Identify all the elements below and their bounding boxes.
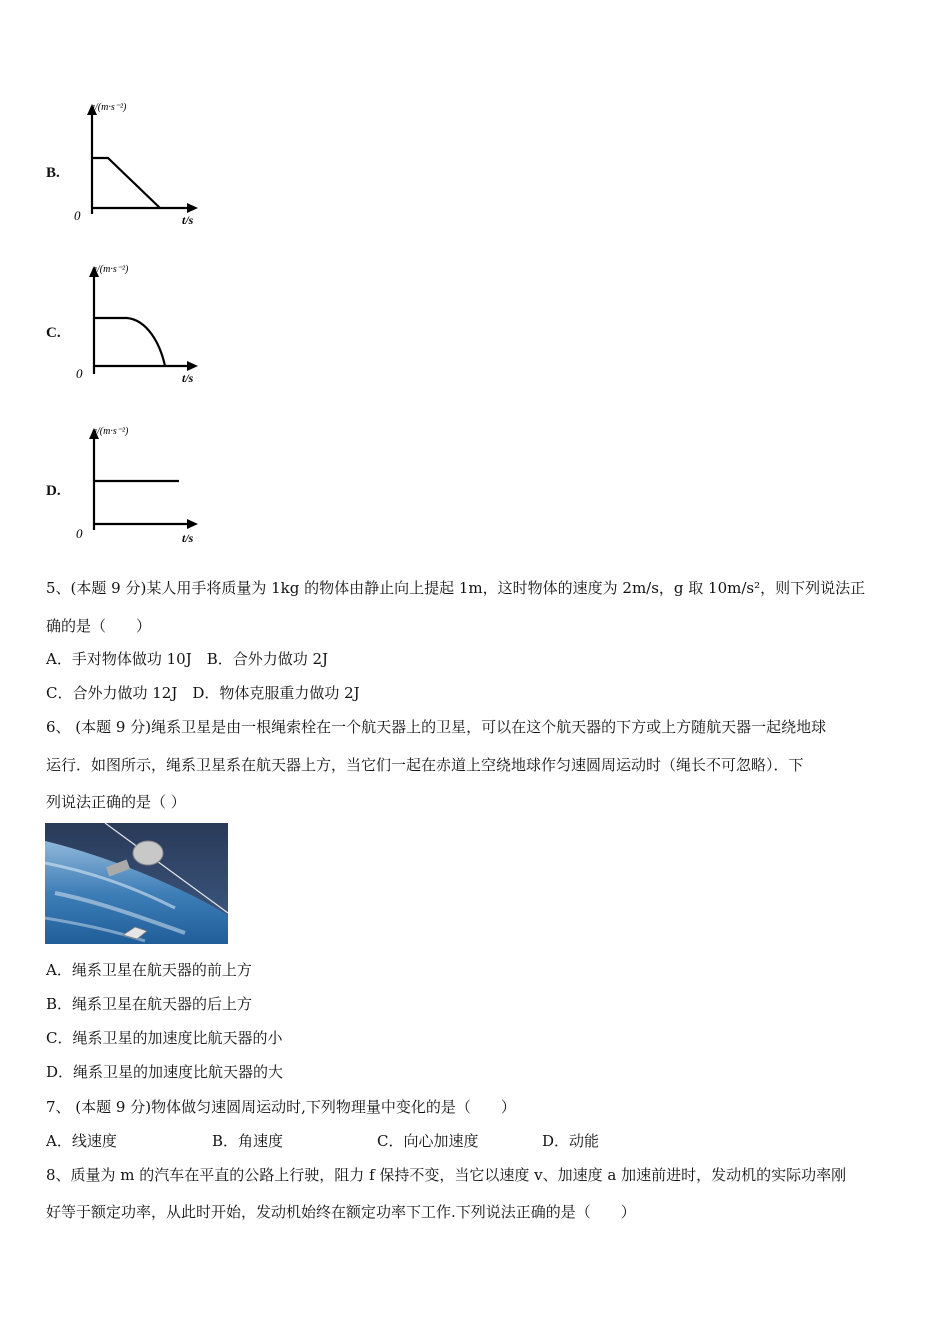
origin-label: 0 — [76, 366, 83, 381]
question-5-line-2: 确的是（ ） — [46, 617, 152, 635]
question-7-stem: 7、 (本题 9 分)物体做匀速圆周运动时,下列物理量中变化的是（ ） — [46, 1098, 516, 1116]
y-axis-label: a/(m·s⁻²) — [92, 426, 129, 437]
y-axis-label: a/(m·s⁻²) — [92, 264, 129, 275]
question-5-line-1: 5、(本题 9 分)某人用手将质量为 1kg 的物体由静止向上提起 1m，这时物体的速度为 2m/s，g 取 10m/s²，则下列说法正 — [46, 579, 866, 597]
origin-label: 0 — [76, 526, 83, 541]
tethered-satellite-photo — [45, 823, 228, 944]
x-axis-label: t/s — [182, 213, 194, 227]
y-axis-label: a/(m·s⁻²) — [90, 102, 127, 113]
option-d-label: D. — [46, 483, 61, 499]
x-axis-label: t/s — [182, 531, 194, 545]
graph-c — [72, 258, 212, 388]
question-6-option-b: B．绳系卫星在航天器的后上方 — [46, 995, 253, 1013]
question-6-option-a: A．绳系卫星在航天器的前上方 — [46, 961, 252, 979]
option-b-label: B. — [46, 165, 60, 181]
question-6-line-3: 列说法正确的是（ ） — [46, 793, 186, 811]
option-c-label: C. — [46, 325, 61, 341]
origin-label: 0 — [74, 208, 81, 223]
question-6-option-c: C．绳系卫星的加速度比航天器的小 — [46, 1029, 283, 1047]
x-axis-label: t/s — [182, 371, 194, 385]
question-8-line-1: 8、质量为 m 的汽车在平直的公路上行驶，阻力 f 保持不变，当它以速度 v、加速度 a 加速前进时，发动机的实际功率刚 — [46, 1166, 847, 1184]
question-6-line-2: 运行．如图所示，绳系卫星系在航天器上方，当它们一起在赤道上空绕地球作匀速圆周运动时（绳长不可忽略）．下 — [46, 756, 804, 774]
question-5-options-ab: A．手对物体做功 10J B．合外力做功 2J — [46, 650, 329, 668]
question-8-line-2: 好等于额定功率，从此时开始，发动机始终在额定功率下工作.下列说法正确的是（ ） — [46, 1203, 636, 1221]
question-7-option-a: A．线速度 — [46, 1132, 117, 1150]
question-7-option-b: B．角速度 — [212, 1132, 284, 1150]
graph-d — [72, 418, 212, 548]
question-7-option-c: C．向心加速度 — [377, 1132, 479, 1150]
question-5-options-cd: C．合外力做功 12J D．物体克服重力做功 2J — [46, 684, 360, 702]
question-7-option-d: D．动能 — [542, 1132, 600, 1150]
question-6-option-d: D．绳系卫星的加速度比航天器的大 — [46, 1063, 284, 1081]
question-6-line-1: 6、 (本题 9 分)绳系卫星是由一根绳索栓在一个航天器上的卫星，可以在这个航天器的下方或上方随航天器一起绕地球 — [46, 718, 827, 736]
graph-b — [70, 98, 210, 228]
